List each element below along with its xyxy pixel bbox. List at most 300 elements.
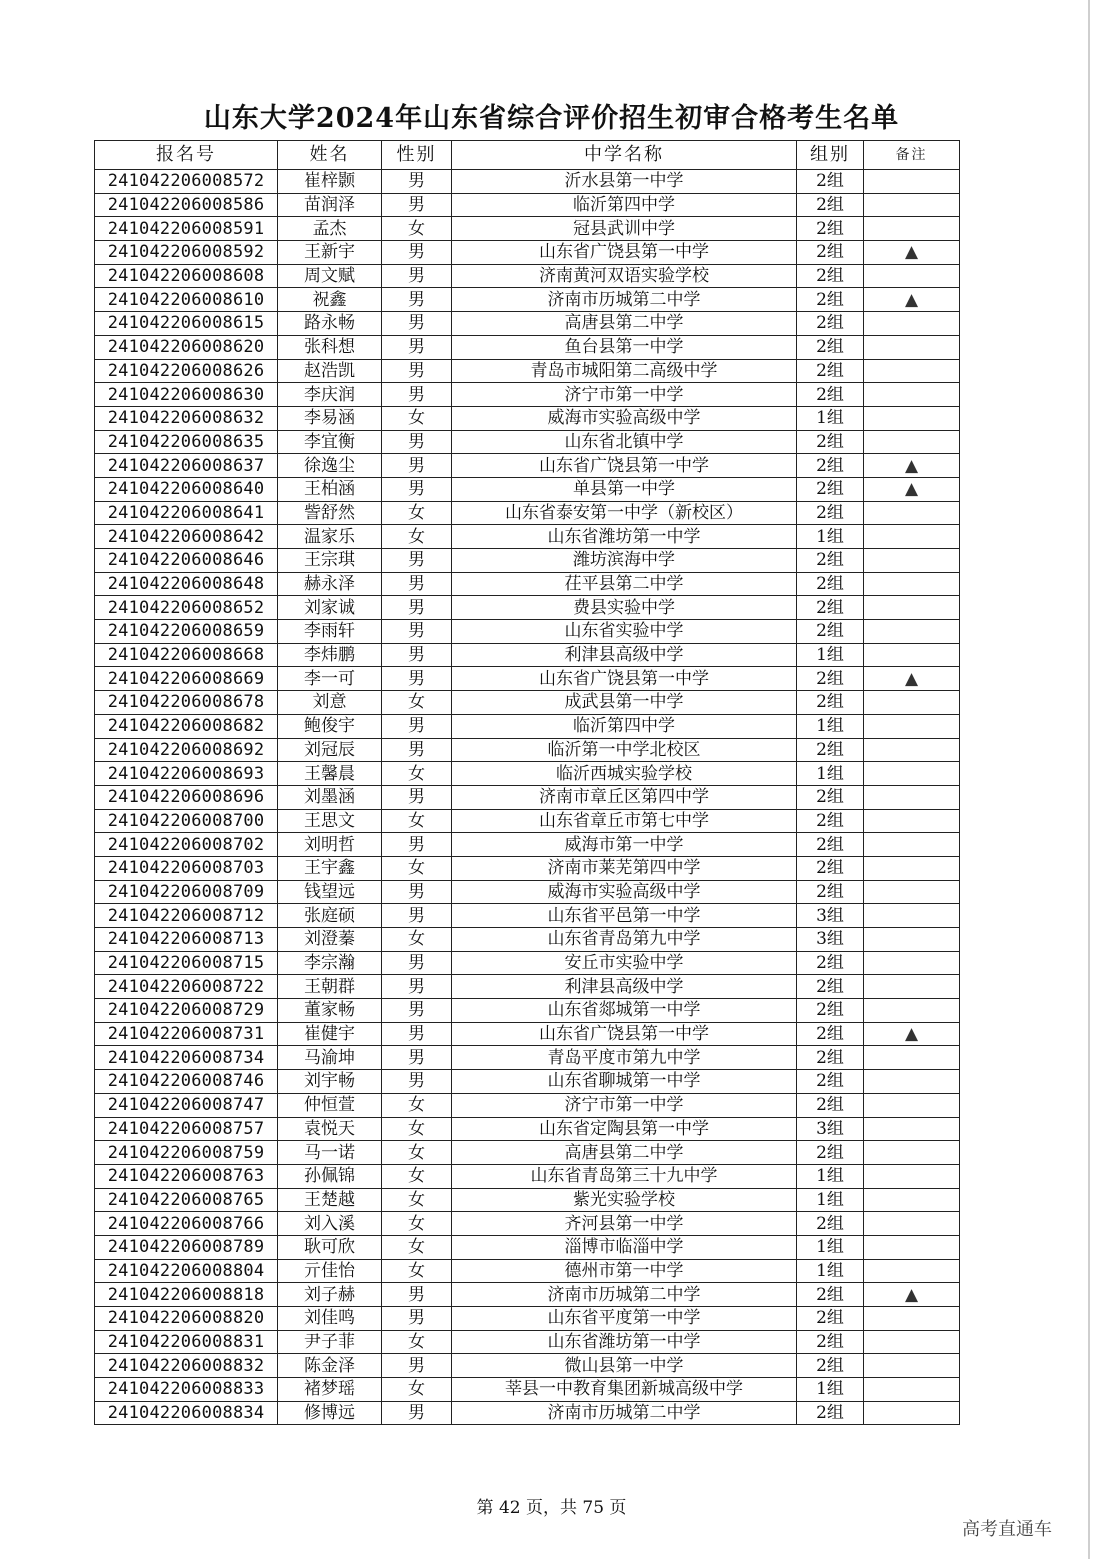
name-cell: 李雨轩 (278, 620, 382, 644)
group-cell: 2组 (797, 241, 864, 265)
table-row (95, 335, 960, 359)
school-cell: 济南市历城第二中学 (452, 288, 797, 312)
gender-cell: 男 (382, 880, 452, 904)
table-row (95, 312, 960, 336)
gender-cell: 男 (382, 667, 452, 691)
remark-cell (864, 856, 960, 880)
table-row (95, 691, 960, 715)
remark-cell (864, 1141, 960, 1165)
school-cell: 安丘市实验中学 (452, 951, 797, 975)
group-cell: 2组 (797, 1401, 864, 1425)
group-cell: 2组 (797, 501, 864, 525)
gender-cell: 女 (382, 501, 452, 525)
school-cell: 威海市实验高级中学 (452, 880, 797, 904)
table-row (95, 1046, 960, 1070)
remark-cell (864, 1378, 960, 1402)
registration-no-cell: 241042206008763 (95, 1164, 278, 1188)
name-cell: 李炜鹏 (278, 643, 382, 667)
gender-cell: 男 (382, 833, 452, 857)
school-cell: 济南黄河双语实验学校 (452, 264, 797, 288)
table-row (95, 1212, 960, 1236)
gender-cell: 女 (382, 691, 452, 715)
registration-no-cell: 241042206008668 (95, 643, 278, 667)
name-cell: 张科想 (278, 335, 382, 359)
school-cell: 济南市莱芜第四中学 (452, 856, 797, 880)
gender-cell: 男 (382, 785, 452, 809)
school-cell: 山东省广饶县第一中学 (452, 454, 797, 478)
registration-no-cell: 241042206008635 (95, 430, 278, 454)
group-cell: 1组 (797, 1259, 864, 1283)
table-row (95, 170, 960, 194)
gender-cell: 男 (382, 335, 452, 359)
group-cell: 2组 (797, 596, 864, 620)
group-cell: 2组 (797, 264, 864, 288)
page-number: 第 42 页，共 75 页 (476, 1498, 627, 1518)
registration-no-cell: 241042206008818 (95, 1283, 278, 1307)
registration-no-cell: 241042206008833 (95, 1378, 278, 1402)
table-row (95, 288, 960, 312)
header-remark: 备注 (864, 141, 960, 170)
group-cell: 3组 (797, 904, 864, 928)
school-cell: 临沂第一中学北校区 (452, 738, 797, 762)
gender-cell: 男 (382, 714, 452, 738)
group-cell: 2组 (797, 217, 864, 241)
remark-cell (864, 1046, 960, 1070)
school-cell: 青岛平度市第九中学 (452, 1046, 797, 1070)
header-group: 组别 (797, 141, 864, 170)
school-cell: 微山县第一中学 (452, 1354, 797, 1378)
name-cell: 赫永泽 (278, 572, 382, 596)
gender-cell: 男 (382, 643, 452, 667)
gender-cell: 女 (382, 762, 452, 786)
gender-cell: 男 (382, 1354, 452, 1378)
table-row (95, 1022, 960, 1046)
school-cell: 紫光实验学校 (452, 1188, 797, 1212)
group-cell: 3组 (797, 1117, 864, 1141)
remark-cell (864, 951, 960, 975)
name-cell: 路永畅 (278, 312, 382, 336)
gender-cell: 男 (382, 904, 452, 928)
name-cell: 徐逸尘 (278, 454, 382, 478)
name-cell: 王宇鑫 (278, 856, 382, 880)
remark-cell (864, 833, 960, 857)
name-cell: 孟杰 (278, 217, 382, 241)
remark-cell (864, 1235, 960, 1259)
remark-cell: ▲ (864, 454, 960, 478)
registration-no-cell: 241042206008632 (95, 406, 278, 430)
registration-no-cell: 241042206008713 (95, 928, 278, 952)
gender-cell: 女 (382, 809, 452, 833)
name-cell: 王朝群 (278, 975, 382, 999)
name-cell: 崔健宇 (278, 1022, 382, 1046)
table-row (95, 928, 960, 952)
gender-cell: 女 (382, 1212, 452, 1236)
gender-cell: 男 (382, 1022, 452, 1046)
remark-cell (864, 1354, 960, 1378)
name-cell: 张庭硕 (278, 904, 382, 928)
gender-cell: 男 (382, 975, 452, 999)
table-row (95, 1354, 960, 1378)
school-cell: 山东省定陶县第一中学 (452, 1117, 797, 1141)
registration-no-cell: 241042206008804 (95, 1259, 278, 1283)
remark-cell (864, 880, 960, 904)
table-row (95, 667, 960, 691)
remark-cell: ▲ (864, 1022, 960, 1046)
registration-no-cell: 241042206008747 (95, 1093, 278, 1117)
table-row (95, 951, 960, 975)
remark-cell (864, 359, 960, 383)
table-row (95, 1259, 960, 1283)
gender-cell: 男 (382, 454, 452, 478)
registration-no-cell: 241042206008766 (95, 1212, 278, 1236)
table-row (95, 1401, 960, 1425)
remark-cell (864, 1164, 960, 1188)
school-cell: 威海市实验高级中学 (452, 406, 797, 430)
table-row (95, 738, 960, 762)
registration-no-cell: 241042206008678 (95, 691, 278, 715)
gender-cell: 男 (382, 572, 452, 596)
name-cell: 刘子赫 (278, 1283, 382, 1307)
name-cell: 刘冠辰 (278, 738, 382, 762)
name-cell: 赵浩凯 (278, 359, 382, 383)
table-row (95, 856, 960, 880)
gender-cell: 男 (382, 241, 452, 265)
registration-no-cell: 241042206008648 (95, 572, 278, 596)
registration-no-cell: 241042206008765 (95, 1188, 278, 1212)
registration-no-cell: 241042206008669 (95, 667, 278, 691)
group-cell: 2组 (797, 477, 864, 501)
name-cell: 修博远 (278, 1401, 382, 1425)
school-cell: 成武县第一中学 (452, 691, 797, 715)
remark-cell (864, 904, 960, 928)
gender-cell: 女 (382, 856, 452, 880)
name-cell: 崔梓颢 (278, 170, 382, 194)
table-row (95, 1188, 960, 1212)
table-row (95, 454, 960, 478)
remark-cell (864, 501, 960, 525)
name-cell: 王思文 (278, 809, 382, 833)
table-row (95, 975, 960, 999)
school-cell: 潍坊滨海中学 (452, 549, 797, 573)
gender-cell: 女 (382, 1235, 452, 1259)
gender-cell: 女 (382, 1259, 452, 1283)
school-cell: 山东省青岛第九中学 (452, 928, 797, 952)
remark-cell (864, 975, 960, 999)
registration-no-cell: 241042206008637 (95, 454, 278, 478)
table-row (95, 359, 960, 383)
name-cell: 訾舒然 (278, 501, 382, 525)
table-row (95, 785, 960, 809)
group-cell: 2组 (797, 454, 864, 478)
school-cell: 高唐县第二中学 (452, 1141, 797, 1165)
page-title: 山东大学2024年山东省综合评价招生初审合格考生名单 (203, 103, 900, 134)
gender-cell: 男 (382, 1283, 452, 1307)
remark-cell (864, 406, 960, 430)
registration-no-cell: 241042206008702 (95, 833, 278, 857)
group-cell: 2组 (797, 430, 864, 454)
remark-cell (864, 572, 960, 596)
group-cell: 2组 (797, 951, 864, 975)
registration-no-cell: 241042206008641 (95, 501, 278, 525)
name-cell: 孙佩锦 (278, 1164, 382, 1188)
group-cell: 2组 (797, 691, 864, 715)
table-row (95, 1378, 960, 1402)
table-row (95, 383, 960, 407)
name-cell: 刘意 (278, 691, 382, 715)
table-row (95, 643, 960, 667)
table-header-row (95, 141, 960, 170)
remark-cell (864, 809, 960, 833)
school-cell: 单县第一中学 (452, 477, 797, 501)
registration-no-cell: 241042206008646 (95, 549, 278, 573)
table-row (95, 904, 960, 928)
group-cell: 2组 (797, 809, 864, 833)
registration-no-cell: 241042206008693 (95, 762, 278, 786)
registration-no-cell: 241042206008759 (95, 1141, 278, 1165)
registration-no-cell: 241042206008682 (95, 714, 278, 738)
remark-cell (864, 643, 960, 667)
registration-no-cell: 241042206008746 (95, 1070, 278, 1094)
registration-no-cell: 241042206008642 (95, 525, 278, 549)
registration-no-cell: 241042206008615 (95, 312, 278, 336)
remark-cell: ▲ (864, 667, 960, 691)
table-row (95, 241, 960, 265)
remark-cell (864, 217, 960, 241)
registration-no-cell: 241042206008789 (95, 1235, 278, 1259)
registration-no-cell: 241042206008626 (95, 359, 278, 383)
group-cell: 2组 (797, 833, 864, 857)
remark-cell: ▲ (864, 288, 960, 312)
table-row (95, 809, 960, 833)
gender-cell: 男 (382, 312, 452, 336)
school-cell: 临沂第四中学 (452, 714, 797, 738)
group-cell: 2组 (797, 1212, 864, 1236)
gender-cell: 女 (382, 1141, 452, 1165)
name-cell: 王楚越 (278, 1188, 382, 1212)
group-cell: 3组 (797, 928, 864, 952)
header-registration-no: 报名号 (95, 141, 278, 170)
group-cell: 2组 (797, 1283, 864, 1307)
name-cell: 刘明哲 (278, 833, 382, 857)
name-cell: 刘澄蓁 (278, 928, 382, 952)
registration-no-cell: 241042206008715 (95, 951, 278, 975)
name-cell: 钱望远 (278, 880, 382, 904)
group-cell: 2组 (797, 1141, 864, 1165)
group-cell: 1组 (797, 762, 864, 786)
registration-no-cell: 241042206008831 (95, 1330, 278, 1354)
group-cell: 1组 (797, 1164, 864, 1188)
registration-no-cell: 241042206008630 (95, 383, 278, 407)
table-row (95, 880, 960, 904)
registration-no-cell: 241042206008731 (95, 1022, 278, 1046)
name-cell: 董家畅 (278, 999, 382, 1023)
gender-cell: 男 (382, 596, 452, 620)
school-cell: 临沂第四中学 (452, 193, 797, 217)
group-cell: 1组 (797, 1378, 864, 1402)
table-row (95, 1093, 960, 1117)
school-cell: 济宁市第一中学 (452, 1093, 797, 1117)
group-cell: 1组 (797, 525, 864, 549)
school-cell: 鱼台县第一中学 (452, 335, 797, 359)
gender-cell: 男 (382, 1046, 452, 1070)
remark-cell (864, 762, 960, 786)
name-cell: 苗润泽 (278, 193, 382, 217)
table-row (95, 477, 960, 501)
school-cell: 临沂西城实验学校 (452, 762, 797, 786)
remark-cell (864, 596, 960, 620)
school-cell: 高唐县第二中学 (452, 312, 797, 336)
registration-no-cell: 241042206008834 (95, 1401, 278, 1425)
registration-no-cell: 241042206008703 (95, 856, 278, 880)
name-cell: 李宗瀚 (278, 951, 382, 975)
group-cell: 2组 (797, 620, 864, 644)
registration-no-cell: 241042206008659 (95, 620, 278, 644)
gender-cell: 女 (382, 406, 452, 430)
page-edge (1088, 0, 1090, 1559)
gender-cell: 男 (382, 620, 452, 644)
table-row (95, 217, 960, 241)
table-row (95, 596, 960, 620)
group-cell: 1组 (797, 1235, 864, 1259)
group-cell: 2组 (797, 572, 864, 596)
group-cell: 2组 (797, 856, 864, 880)
remark-cell: ▲ (864, 477, 960, 501)
name-cell: 刘佳鸣 (278, 1307, 382, 1331)
remark-cell (864, 1259, 960, 1283)
remark-cell: ▲ (864, 241, 960, 265)
remark-cell (864, 1212, 960, 1236)
remark-cell (864, 738, 960, 762)
name-cell: 李庆润 (278, 383, 382, 407)
registration-no-cell: 241042206008610 (95, 288, 278, 312)
gender-cell: 男 (382, 359, 452, 383)
registration-no-cell: 241042206008692 (95, 738, 278, 762)
name-cell: 刘入溪 (278, 1212, 382, 1236)
school-cell: 山东省潍坊第一中学 (452, 1330, 797, 1354)
gender-cell: 男 (382, 477, 452, 501)
gender-cell: 男 (382, 1401, 452, 1425)
gender-cell: 男 (382, 738, 452, 762)
remark-cell (864, 1070, 960, 1094)
gender-cell: 男 (382, 193, 452, 217)
school-cell: 利津县高级中学 (452, 643, 797, 667)
gender-cell: 男 (382, 264, 452, 288)
school-cell: 德州市第一中学 (452, 1259, 797, 1283)
name-cell: 祝鑫 (278, 288, 382, 312)
table-row (95, 762, 960, 786)
name-cell: 李易涵 (278, 406, 382, 430)
remark-cell (864, 785, 960, 809)
name-cell: 王馨晨 (278, 762, 382, 786)
name-cell: 周文赋 (278, 264, 382, 288)
school-cell: 山东省聊城第一中学 (452, 1070, 797, 1094)
group-cell: 2组 (797, 1307, 864, 1331)
name-cell: 刘墨涵 (278, 785, 382, 809)
name-cell: 马一诺 (278, 1141, 382, 1165)
school-cell: 济南市历城第二中学 (452, 1283, 797, 1307)
group-cell: 2组 (797, 785, 864, 809)
watermark: 高考直通车 (962, 1519, 1052, 1540)
school-cell: 山东省章丘市第七中学 (452, 809, 797, 833)
name-cell: 李一可 (278, 667, 382, 691)
school-cell: 山东省广饶县第一中学 (452, 667, 797, 691)
gender-cell: 女 (382, 1188, 452, 1212)
table-row (95, 193, 960, 217)
table-row (95, 1164, 960, 1188)
candidate-table (94, 140, 960, 1425)
remark-cell (864, 620, 960, 644)
remark-cell (864, 714, 960, 738)
gender-cell: 女 (382, 1378, 452, 1402)
name-cell: 刘家诚 (278, 596, 382, 620)
school-cell: 山东省平邑第一中学 (452, 904, 797, 928)
gender-cell: 女 (382, 1164, 452, 1188)
group-cell: 2组 (797, 880, 864, 904)
table-row (95, 1070, 960, 1094)
name-cell: 尹子菲 (278, 1330, 382, 1354)
school-cell: 威海市第一中学 (452, 833, 797, 857)
remark-cell: ▲ (864, 1283, 960, 1307)
school-cell: 青岛市城阳第二高级中学 (452, 359, 797, 383)
registration-no-cell: 241042206008652 (95, 596, 278, 620)
name-cell: 袁悦天 (278, 1117, 382, 1141)
gender-cell: 女 (382, 1117, 452, 1141)
remark-cell (864, 430, 960, 454)
registration-no-cell: 241042206008820 (95, 1307, 278, 1331)
school-cell: 山东省泰安第一中学（新校区） (452, 501, 797, 525)
table-row (95, 525, 960, 549)
registration-no-cell: 241042206008709 (95, 880, 278, 904)
school-cell: 费县实验中学 (452, 596, 797, 620)
gender-cell: 男 (382, 288, 452, 312)
group-cell: 2组 (797, 1022, 864, 1046)
name-cell: 温家乐 (278, 525, 382, 549)
school-cell: 山东省广饶县第一中学 (452, 241, 797, 265)
gender-cell: 男 (382, 1307, 452, 1331)
registration-no-cell: 241042206008640 (95, 477, 278, 501)
school-cell: 冠县武训中学 (452, 217, 797, 241)
gender-cell: 男 (382, 430, 452, 454)
school-cell: 山东省青岛第三十九中学 (452, 1164, 797, 1188)
school-cell: 济南市历城第二中学 (452, 1401, 797, 1425)
remark-cell (864, 549, 960, 573)
table-row (95, 430, 960, 454)
registration-no-cell: 241042206008620 (95, 335, 278, 359)
group-cell: 2组 (797, 999, 864, 1023)
table-row (95, 549, 960, 573)
school-cell: 山东省潍坊第一中学 (452, 525, 797, 549)
group-cell: 2组 (797, 975, 864, 999)
registration-no-cell: 241042206008712 (95, 904, 278, 928)
remark-cell (864, 335, 960, 359)
table-row (95, 264, 960, 288)
gender-cell: 女 (382, 1330, 452, 1354)
table-row (95, 1141, 960, 1165)
registration-no-cell: 241042206008722 (95, 975, 278, 999)
group-cell: 2组 (797, 738, 864, 762)
remark-cell (864, 525, 960, 549)
name-cell: 王宗琪 (278, 549, 382, 573)
group-cell: 1组 (797, 643, 864, 667)
group-cell: 2组 (797, 1330, 864, 1354)
school-cell: 济宁市第一中学 (452, 383, 797, 407)
group-cell: 2组 (797, 1093, 864, 1117)
remark-cell (864, 170, 960, 194)
name-cell: 褚梦瑶 (278, 1378, 382, 1402)
table-row (95, 833, 960, 857)
registration-no-cell: 241042206008591 (95, 217, 278, 241)
header-name: 姓名 (278, 141, 382, 170)
